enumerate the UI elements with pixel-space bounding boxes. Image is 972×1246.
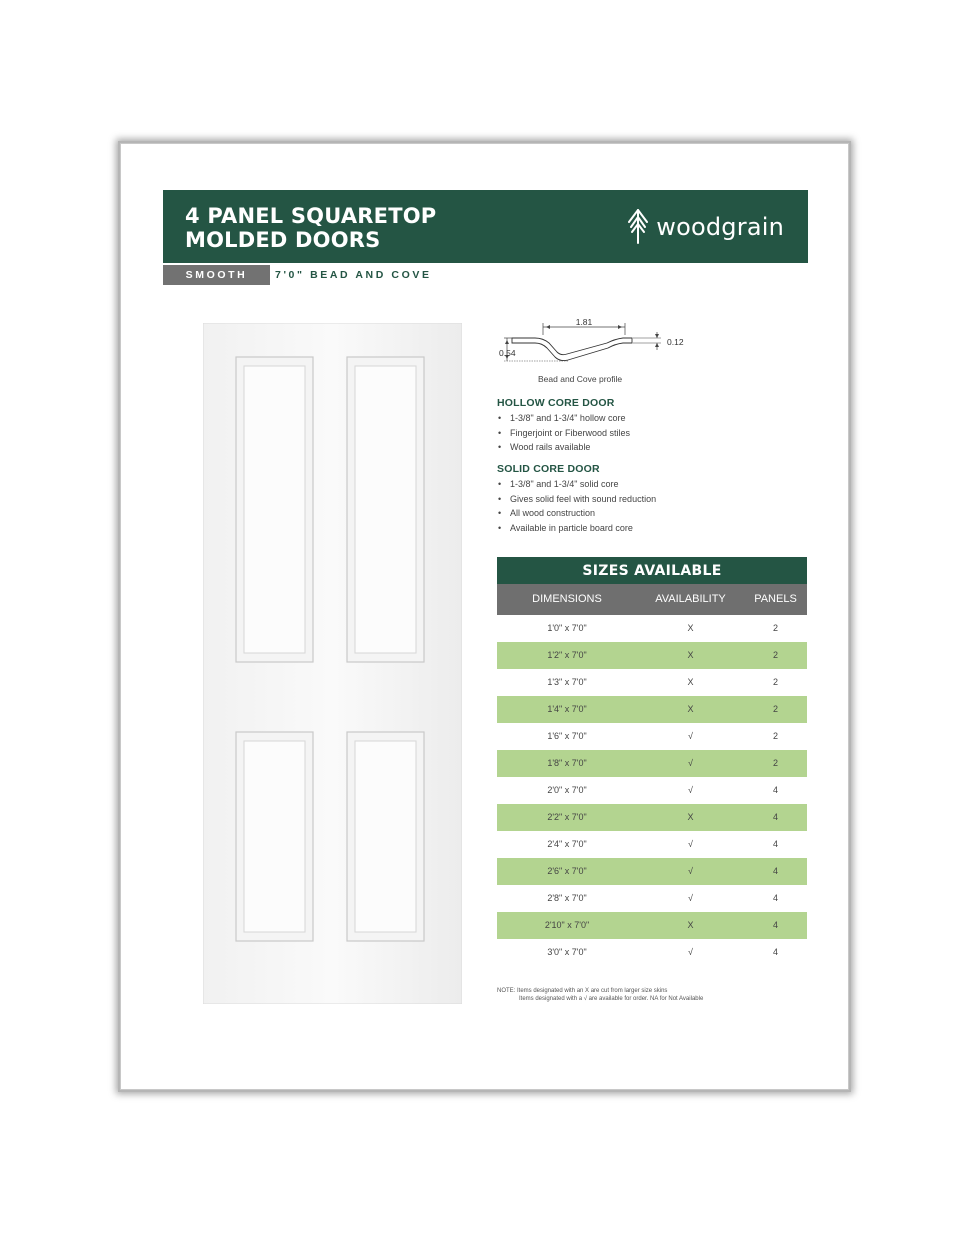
note-line-2: Items designated with a √ are available for order. NA for Not Available <box>519 995 704 1002</box>
cell-availability: X <box>687 704 694 714</box>
sizes-table-body <box>497 615 807 966</box>
cell-dimension: 2'8" x 7'0" <box>547 893 587 903</box>
cell-availability: √ <box>688 893 693 903</box>
cell-panels: 4 <box>772 866 778 876</box>
cell-dimension: 2'4" x 7'0" <box>547 839 587 849</box>
cell-dimension: 1'3" x 7'0" <box>547 677 587 687</box>
cell-availability: √ <box>688 839 693 849</box>
cell-panels: 4 <box>772 812 778 822</box>
table-row <box>497 939 807 966</box>
solid-core-heading: SOLID CORE DOOR <box>497 463 600 475</box>
cell-availability: √ <box>688 866 693 876</box>
column-header-dimensions: DIMENSIONS <box>532 593 602 605</box>
cell-panels: 2 <box>772 758 778 768</box>
table-row <box>497 615 807 642</box>
cell-availability: X <box>687 650 694 660</box>
cell-panels: 4 <box>772 839 778 849</box>
list-item: • All wood construction <box>497 506 656 521</box>
cell-dimension: 3'0" x 7'0" <box>547 947 587 957</box>
profile-caption: Bead and Cove profile <box>538 374 623 384</box>
note-line-1: NOTE: Items designated with an X are cut from larger size skins <box>497 988 668 994</box>
cell-panels: 4 <box>772 893 778 903</box>
cell-availability: X <box>687 812 694 822</box>
list-item: • Gives solid feel with sound reduction <box>497 492 656 507</box>
table-row <box>497 912 807 939</box>
list-item: • 1-3/8" and 1-3/4" hollow core <box>497 411 630 426</box>
table-row <box>497 669 807 696</box>
page-title <box>185 204 436 252</box>
cell-dimension: 1'6" x 7'0" <box>547 731 587 741</box>
column-header-availability: AVAILABILITY <box>655 593 726 605</box>
title-line-1: 4 PANEL SQUARETOP <box>185 204 437 228</box>
cell-panels: 2 <box>772 623 778 633</box>
list-item: • 1-3/8" and 1-3/4" solid core <box>497 477 656 492</box>
table-row <box>497 750 807 777</box>
table-row <box>497 642 807 669</box>
list-item: • Available in particle board core <box>497 521 656 536</box>
sizes-table-header <box>497 584 807 615</box>
cell-availability: √ <box>688 947 693 957</box>
cell-dimension: 1'4" x 7'0" <box>547 704 587 714</box>
table-row <box>497 696 807 723</box>
table-row <box>497 804 807 831</box>
cell-availability: √ <box>688 785 693 795</box>
cell-availability: X <box>687 677 694 687</box>
cell-panels: 2 <box>772 650 778 660</box>
logo-wordmark: woodgrain <box>656 213 784 241</box>
cell-dimension: 1'2" x 7'0" <box>547 650 587 660</box>
cell-dimension: 2'6" x 7'0" <box>547 866 587 876</box>
table-row <box>497 885 807 912</box>
cell-dimension: 1'0" x 7'0" <box>547 623 587 633</box>
tree-logo-icon <box>628 209 648 245</box>
profile-width-label: 1.81 <box>575 317 593 327</box>
table-row <box>497 831 807 858</box>
solid-core-list <box>497 477 656 535</box>
list-item: • Wood rails available <box>497 440 630 455</box>
cell-panels: 2 <box>772 677 778 687</box>
hollow-core-heading: HOLLOW CORE DOOR <box>497 397 615 409</box>
title-banner <box>163 190 808 263</box>
profile-height-label: 0.54 <box>499 348 516 358</box>
cell-panels: 2 <box>772 704 778 714</box>
table-row <box>497 777 807 804</box>
cell-dimension: 2'0" x 7'0" <box>547 785 587 795</box>
title-line-2: MOLDED DOORS <box>185 228 381 252</box>
table-note <box>497 988 703 1003</box>
profile-thickness-label: 0.12 <box>667 337 684 347</box>
sizes-table <box>497 557 807 966</box>
table-row <box>497 858 807 885</box>
spec-label: 7'0" BEAD AND COVE <box>275 269 432 281</box>
woodgrain-logo <box>628 208 784 246</box>
cell-availability: X <box>687 920 694 930</box>
hollow-core-list <box>497 411 630 455</box>
cell-dimension: 2'10" x 7'0" <box>544 920 590 930</box>
cell-panels: 4 <box>772 920 778 930</box>
cell-availability: X <box>687 623 694 633</box>
door-image <box>203 323 462 1004</box>
finish-label: SMOOTH <box>163 265 270 285</box>
subheader-bar <box>163 265 808 285</box>
cell-panels: 4 <box>772 785 778 795</box>
cell-availability: √ <box>688 758 693 768</box>
cell-panels: 4 <box>772 947 778 957</box>
list-item: • Fingerjoint or Fiberwood stiles <box>497 426 630 441</box>
cell-availability: √ <box>688 731 693 741</box>
cell-panels: 2 <box>772 731 778 741</box>
column-header-panels: PANELS <box>754 593 797 605</box>
sizes-table-title: SIZES AVAILABLE <box>497 557 807 584</box>
cell-dimension: 2'2" x 7'0" <box>547 812 587 822</box>
cell-dimension: 1'8" x 7'0" <box>547 758 587 768</box>
table-row <box>497 723 807 750</box>
